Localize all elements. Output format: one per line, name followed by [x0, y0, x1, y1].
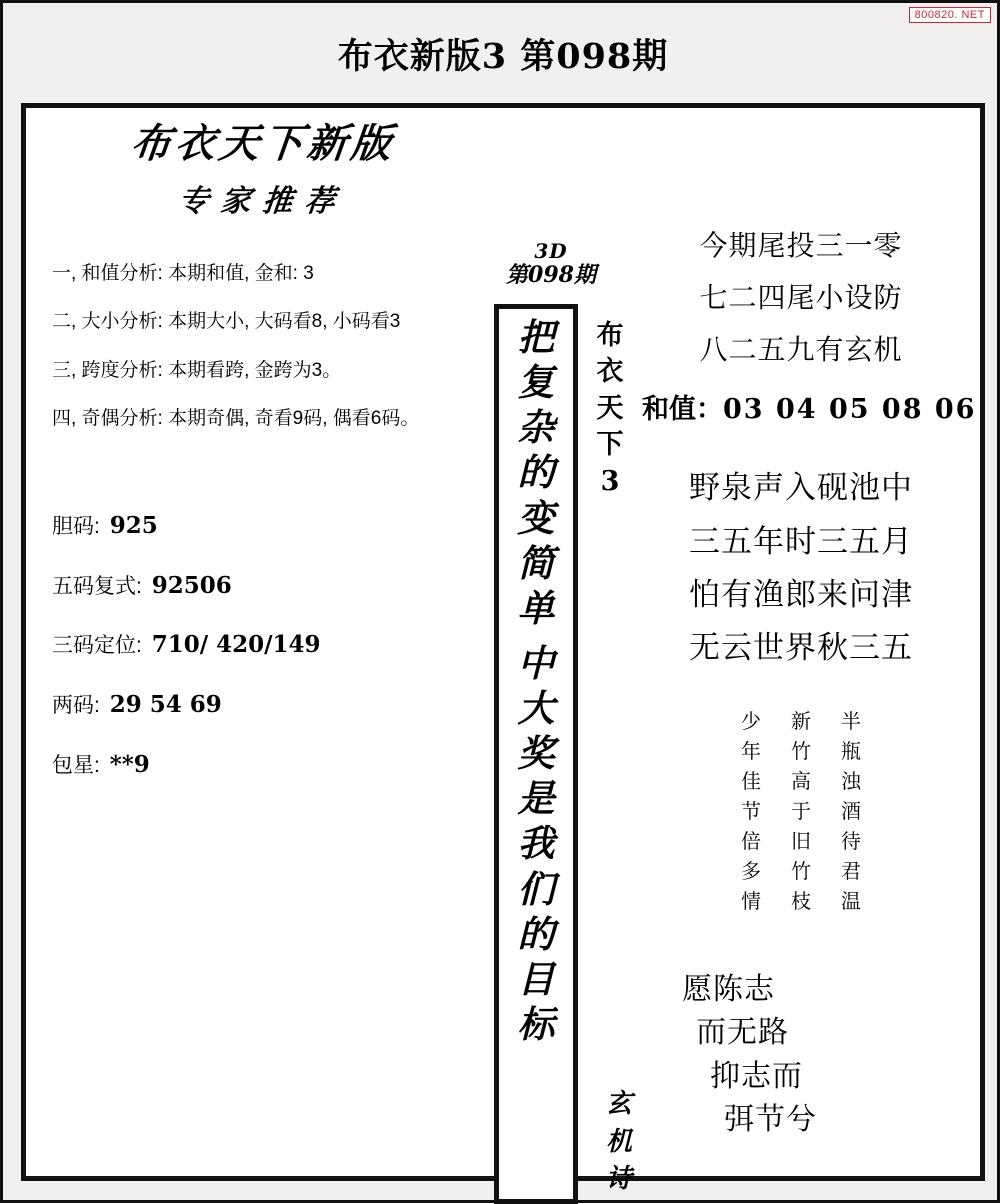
pick-label: 包星:	[52, 753, 100, 777]
vertical-poem-col	[739, 706, 763, 916]
closing-line: 弭节兮	[724, 1102, 817, 1138]
slogan-char: 单	[517, 585, 555, 630]
pick-label: 五码复式:	[52, 574, 142, 598]
closing-line: 而无路	[696, 1015, 789, 1051]
pick-value: 925	[109, 511, 158, 539]
slogan-char: 中	[517, 640, 555, 685]
brand-char: 下	[596, 429, 624, 461]
poem-line: 无云世界秋三五	[689, 630, 913, 667]
issue-number-label: 第098期	[506, 262, 596, 288]
brand-char: 衣	[596, 356, 624, 388]
pick-row	[52, 675, 478, 735]
slogan-char: 复	[517, 360, 555, 405]
pick-value: **9	[109, 750, 150, 778]
pick-label: 两码:	[52, 694, 100, 718]
poem-line: 怕有渔郎来问津	[689, 577, 913, 614]
analysis-item: 二, 大小分析: 本期大小, 大码看8, 小码看3	[52, 311, 401, 333]
xuanji-char: 机	[605, 1126, 632, 1157]
slogan-char: 的	[517, 450, 555, 495]
watermark-badge: 800820. NET	[909, 7, 991, 23]
vpoem-char: 少	[741, 708, 761, 733]
sum-label: 和值：	[642, 394, 723, 426]
slogan-char: 们	[517, 866, 555, 911]
slogan-char: 简	[517, 540, 555, 585]
vertical-slogan-banner	[494, 304, 578, 1204]
vertical-slogan-text	[499, 309, 573, 1047]
sum-values: 03 04 05 08 06	[723, 394, 977, 426]
pick-row	[52, 735, 478, 795]
analysis-item: 一, 和值分析: 本期和值, 金和: 3	[52, 263, 314, 284]
poem-line: 野泉声入砚池中	[689, 470, 913, 507]
closing-line: 愿陈志	[682, 971, 775, 1007]
vpoem-char: 多	[741, 858, 761, 883]
xuanji-char: 诗	[605, 1164, 632, 1195]
slogan-char: 大	[517, 686, 555, 730]
vpoem-char: 枝	[791, 888, 811, 913]
closing-line: 抑志而	[710, 1058, 803, 1094]
vpoem-char: 旧	[791, 828, 811, 853]
vpoem-char: 于	[791, 798, 811, 823]
vpoem-char: 倍	[741, 828, 761, 853]
vpoem-char: 待	[841, 828, 861, 853]
left-column	[48, 122, 478, 795]
slogan-char: 变	[517, 495, 555, 540]
brand-char: 天	[596, 392, 624, 424]
slogan-char: 标	[517, 1001, 555, 1046]
slogan-char: 把	[517, 315, 555, 359]
tip-line: 七二四尾小设防	[699, 280, 903, 314]
pick-value: 92506	[151, 571, 232, 599]
vertical-poem-col	[789, 706, 813, 916]
slogan-char: 是	[517, 776, 555, 821]
vpoem-char: 瓶	[841, 738, 861, 763]
picks-list	[48, 496, 478, 795]
pick-label: 三码定位:	[52, 634, 142, 658]
right-column	[636, 220, 977, 1142]
pick-value: 710/ 420/149	[151, 631, 321, 659]
analysis-list	[48, 250, 478, 444]
analysis-item: 三, 跨度分析: 本期看跨, 金跨为3。	[52, 359, 342, 381]
page-title: 布衣新版3 第098期	[337, 36, 669, 77]
poster-frame	[21, 103, 985, 1195]
analysis-item: 四, 奇偶分析: 本期奇偶, 奇看9码, 偶看6码。	[52, 408, 420, 430]
pick-row	[52, 615, 478, 675]
closing-block	[636, 968, 966, 1142]
slogan-char: 目	[517, 956, 555, 1001]
vpoem-char: 温	[841, 888, 861, 913]
vpoem-char: 浊	[841, 768, 861, 793]
vpoem-char: 竹	[791, 738, 811, 763]
poem-line: 三五年时三五月	[689, 523, 913, 560]
vpoem-char: 酒	[841, 798, 861, 823]
vertical-brand-title	[586, 318, 634, 500]
poem-block	[636, 462, 966, 675]
brush-subtitle: 专家推荐	[176, 184, 349, 219]
pick-row	[52, 496, 478, 556]
vpoem-char: 竹	[791, 858, 811, 883]
tip-line: 八二五九有玄机	[699, 332, 903, 366]
vpoem-char: 新	[791, 708, 811, 733]
pick-value: 29 54 69	[109, 691, 222, 719]
vpoem-char: 情	[741, 888, 761, 913]
pick-row	[52, 556, 478, 616]
sum-row	[636, 387, 977, 426]
issue-marker	[496, 240, 606, 288]
vpoem-char: 佳	[741, 768, 761, 793]
slogan-char: 奖	[517, 731, 555, 776]
vertical-poem-block	[636, 706, 966, 916]
vpoem-char: 半	[841, 708, 861, 733]
vpoem-char: 年	[741, 738, 761, 763]
vpoem-char: 节	[741, 798, 761, 823]
pick-label: 胆码:	[52, 514, 100, 538]
issue-3d-label: 3D	[534, 239, 568, 263]
slogan-char: 杂	[517, 405, 555, 450]
brush-title: 布衣天下新版	[128, 120, 398, 167]
brand-char: 3	[600, 465, 620, 497]
vpoem-char: 高	[791, 768, 811, 793]
vertical-poem-col	[839, 706, 863, 916]
slogan-char: 我	[517, 821, 555, 866]
tip-line: 今期尾投三一零	[699, 229, 903, 262]
slogan-gap	[499, 631, 573, 641]
brand-char: 布	[596, 320, 624, 351]
vpoem-char: 君	[841, 858, 861, 883]
slogan-char: 的	[517, 911, 555, 956]
xuanji-char: 玄	[605, 1089, 632, 1119]
